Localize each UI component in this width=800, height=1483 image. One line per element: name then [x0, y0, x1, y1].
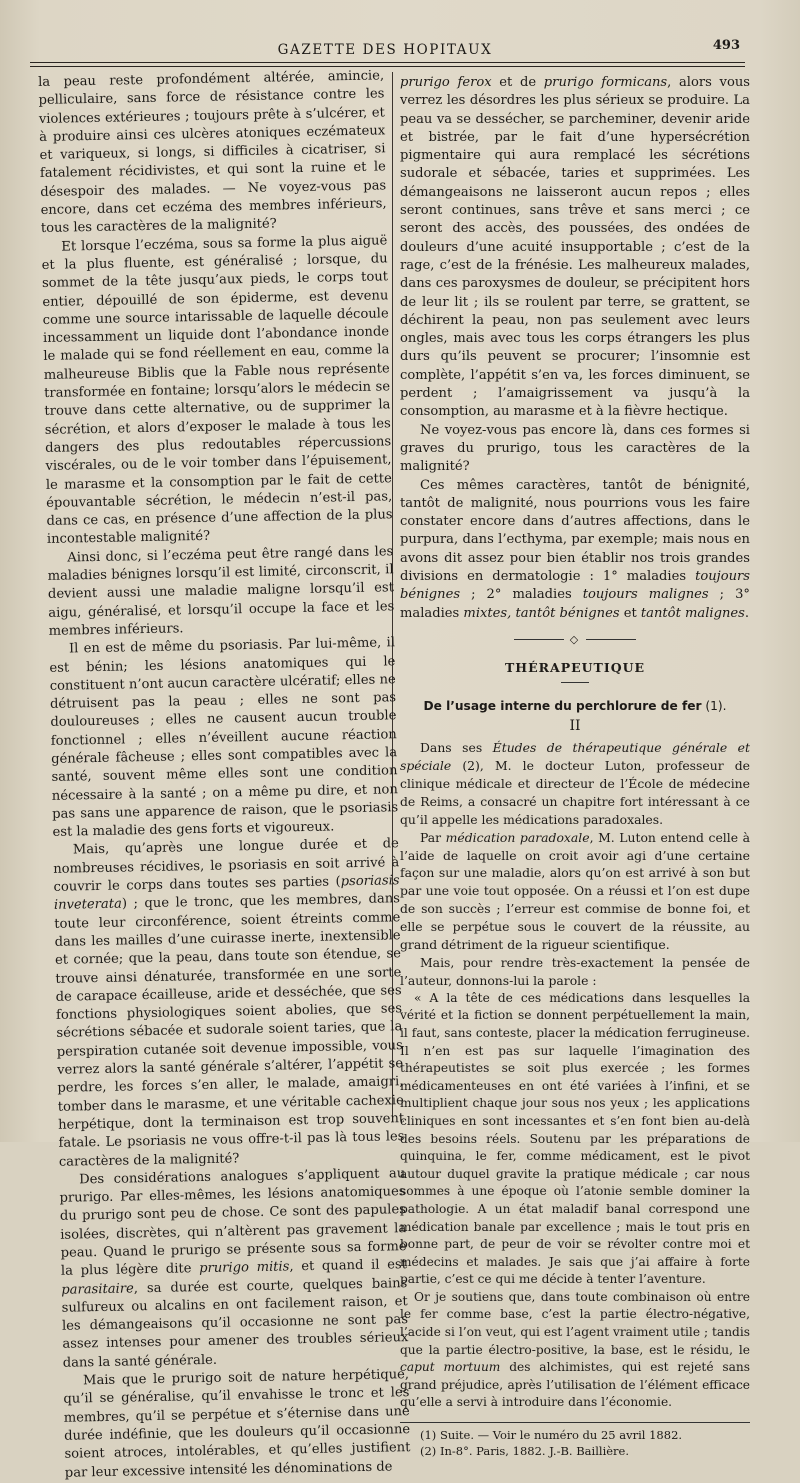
header-rule-thin — [30, 66, 745, 67]
page-number: 493 — [712, 38, 740, 53]
italic-term: psoriasis inveterata — [53, 873, 400, 914]
header-rule-thick — [30, 62, 745, 63]
italic-term: mixtes, tantôt bénignes — [463, 605, 620, 621]
section-ornament: ◇ — [400, 631, 750, 649]
italic-term: tantôt malignes — [640, 605, 745, 621]
paragraph: Mais que le prurigo soit de nature herpétique, qu’il se généralise, qu’il envahisse le tronc et les membres, qu’il se perpétue et s’éternise dans une durée indéfinie, que les douleurs qu’il occasionne soient atroces, intolérables, et qu’elles justifient par leur excessive intensité les dénominations de — [63, 1367, 411, 1481]
paragraph: la peau reste profondément altérée, amincie, pelliculaire, sans force de résistance contre les violences extérieures ; toujours prête à s’ulcérer, et à produire ainsi ces ulcères atoniques eczémateux et variqueux, si longs, si difficiles à cicatriser, si fatalement récidivistes, et qui sont la ruine et le désespoir des malades. — Ne voyez-vous pas encore, dans cet eczéma des membres inférieurs, tous les caractères de la malignité? — [38, 68, 387, 237]
article-title: De l’usage interne du perchlorure de fer (1). — [423, 698, 727, 713]
footnote: (1) Suite. — Voir le numéro du 25 avril 1882. — [420, 1428, 683, 1443]
italic-term: prurigo mitis — [199, 1259, 290, 1277]
paragraph: Par médication paradoxale, M. Luton entend celle à l’aide de laquelle on croit avoir agi d’une certaine façon sur une maladie, alors qu’on est arrivé à son but par une voie tout opposée. On a réussi et l’on est dupe de son succès ; l’erreur est commise de bonne foi, et elle se perpétue sous le couvert de la réussite, au grand détriment de la rigueur scientifique. — [400, 829, 751, 953]
section-rule — [561, 682, 589, 683]
italic-term: Études de thérapeutique générale et spéciale — [400, 740, 750, 773]
italic-term: prurigo ferox — [400, 75, 492, 90]
italic-term: caput mortuum — [400, 1360, 501, 1375]
italic-term: médication paradoxale — [445, 829, 590, 845]
paragraph: Ces mêmes caractères, tantôt de bénignité, tantôt de malignité, nous pourrions vous les faire constater encore dans d’autres affections, dans le purpura, dans l’ecthyma, par exemple; mais nous en avons dit assez pour bien établir nos trois grandes divisions en dermatologie : 1° maladies toujours bénignes ; 2° maladies toujours malignes ; 3° maladies mixtes, tantôt bénignes et tantôt malignes. — [400, 477, 750, 621]
paragraph: Il en est de même du psoriasis. Par lui-même, il est bénin; les lésions anatomiques qui le constituent n’ont aucun caractère ulcératif; elles ne détruisent pas la peau ; elles ne sont pas douloureuses ; elles ne causent aucun trouble fonctionnel ; elles n’éveillent aucune réaction générale fâcheuse ; elles sont compatibles avec la santé, souvent même elles sont une condition nécessaire à la santé ; on a même pu dire, et non pas sans une apparence de raison, que le psoriasis est la maladie des gens forts et vigoureux. — [49, 635, 399, 841]
footnote: (2) In-8°. Paris, 1882. J.-B. Baillière. — [420, 1444, 630, 1459]
paragraph: Et lorsque l’eczéma, sous sa forme la plus aiguë et la plus fluente, est généralisé ; lorsque, du sommet de la tête jusqu’aux pieds, le corps tout entier, dépouillé de son épiderme, est devenu comme une source intarissable de laquelle découle incessamment un liquide dont l’abondance inonde le malade qui se fond réellement en eau, comme la malheureuse Biblis que la Fable nous représente transformée en fontaine; lorsqu’alors le médecin se trouve dans cette alternative, ou de supprimer la sécrétion, et alors d’exposer le malade à tous les dangers des plus redoutables répercussions viscérales, ou de le voir tomber dans l’épuisement, le marasme et la consomption par le fait de cette épouvantable sécrétion, le médecin n’est-il pas, dans ce cas, en présence d’une affection de la plus incontestable malignité? — [41, 232, 393, 548]
paragraph: Des considérations analogues s’appliquent au prurigo. Par elles-mêmes, les lésions anatomiques du prurigo sont peu de chose. Ce sont des papules isolées, discrètes, qui n’altèrent pas gravement la peau. Quand le prurigo se présente sous sa forme la plus légère dite prurigo mitis, et quand il est parasitaire, sa durée est courte, quelques bains sulfureux ou alcalins en ont facilement raison, et les démangeaisons qu’il occasionne ne sont pas assez intenses pour amener des troubles sérieux dans la santé générale. — [59, 1165, 409, 1371]
paragraph: Mais, qu’après une longue durée et de nombreuses récidives, le psoriasis en soit arrivé à couvrir le corps dans toutes ses parties (psoriasis inveterata) ; que le tronc, que les membres, dans toute leur circonférence, soient étreints comme dans les mailles d’une cuirasse inerte, inextensible et cornée; que la peau, dans toute son étendue, se trouve ainsi dénaturée, transformée en une sorte de carapace écailleuse, aride et desséchée, que ses fonctions physiologiques soient abolies, que ses sécrétions sébacée et sudorale soient taries, que la perspiration cutanée soit devenue impossible, vous verrez alors la santé générale s’altérer, l’appétit se perdre, les forces s’en aller, le malade, amaigri, tomber dans le marasme, et une véritable cachexie herpétique, dont la terminaison est trop souvent fatale. Le psoriasis ne vous offre-t-il pas là tous les caractères de la malignité? — [53, 836, 405, 1170]
paragraph: prurigo ferox et de prurigo formicans, alors vous verrez les désordres les plus sérieux se produire. La peau va se dessécher, se parcheminer, devenir aride et bistrée, par le fait d’une hypersécrétion pigmentaire qui aura remplacé les sécrétions sudorale et sébacée, taries et supprimées. Les démangeaisons ne laisseront aucun repos ; elles seront continues, sans trêve et sans merci ; ce seront des accès, des poussées, des ondées de douleurs d’une acuité insupportable ; c’est de la rage, c’est de la frénésie. Les malheureux malades, dans ces paroxysmes de douleur, se précipitent hors de leur lit ; ils se roulent par terre, se grattent, se déchirent la peau, non pas seulement avec leurs ongles, mais avec tous les corps étrangers les plus durs qu’ils peuvent se procurer; l’insomnie est complète, l’appétit s’en va, les forces diminuent, se perdent ; l’amaigrissement va jusqu’à la consomption, au marasme et à la fièvre hectique. — [400, 75, 750, 420]
paragraph: Mais, pour rendre très-exactement la pensée de l’auteur, donnons-lui la parole : — [400, 954, 750, 988]
article-part-number: II — [569, 717, 581, 734]
paragraph: Dans ses Études de thérapeutique générale et spéciale (2), M. le docteur Luton, professeur de clinique médicale et directeur de l’École de médecine de Reims, a consacré un chapitre fort intéressant à ce qu’il appelle les médications paradoxales. — [400, 740, 750, 827]
italic-term: toujours bénignes — [400, 569, 750, 603]
paragraph: Ne voyez-vous pas encore là, dans ces formes si graves du prurigo, tous les caractères de la malignité? — [400, 422, 750, 475]
italic-term: prurigo formicans — [543, 75, 668, 90]
footnote-rule — [400, 1422, 750, 1423]
section-title: THÉRAPEUTIQUE — [504, 660, 646, 676]
journal-title: GAZETTE DES HOPITAUX — [277, 42, 493, 58]
right-column — [400, 74, 750, 1459]
italic-term: toujours malignes — [582, 587, 709, 603]
quotation: « A la tête de ces médications dans lesquelles la vérité et la fiction se donnent perpétuellement la main, il faut, sans conteste, placer la médication ferrugineuse. Il n’en est pas sur laquelle l’imagination des thérapeutistes se soit plus exercée ; les formes médicamenteuses en ont été variées à l’infini, et se multiplient chaque jour sous nos yeux ; les applications cliniques en sont incessantes et s’en font bien au-delà des besoins réels. Soutenu par les préparations de quinquina, le fer, comme médicament, est le pivot autour duquel gravite la pratique médicale ; car nous sommes à une époque où l’atonie semble dominer la pathologie. A un état maladif banal correspond une médication banale par excellence ; mais le tout pris en bonne part, de peur de voir se révolter contre moi et médecins et malades. Je sais que j’ai affaire à forte partie, c’est ce qui me décide à tenter l’aventure. — [400, 990, 750, 1287]
quotation: Or je soutiens que, dans toute combinaison où entre le fer comme base, c’est la partie électro-négative, l’acide si l’on veut, qui est l’agent vraiment utile ; tandis que la partie électro-positive, la base, est le résidu, le caput mortuum des alchimistes, qui est rejeté sans grand préjudice, après l’utilisation de l’élément efficace qu’elle a servi à introduire dans l’économie. — [400, 1289, 751, 1410]
paragraph: Ainsi donc, si l’eczéma peut être rangé dans les maladies bénignes lorsqu’il est limité, circonscrit, il devient aussi une maladie maligne lorsqu’il est aigu, généralisé, et lorsqu’il occupe la face et les membres inférieurs. — [47, 543, 395, 639]
italic-term: parasitaire — [61, 1280, 134, 1298]
left-column — [38, 67, 411, 1482]
